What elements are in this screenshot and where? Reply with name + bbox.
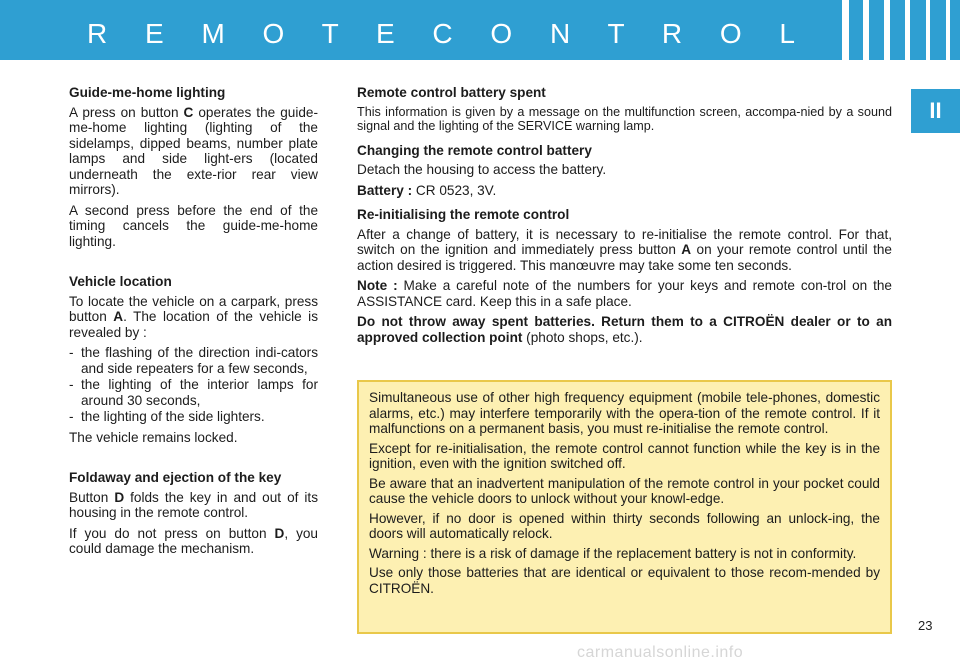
caution-box — [357, 380, 892, 634]
battery-value: CR 0523, 3V. — [415, 182, 497, 198]
caution-paragraph: Except for re-initialisation, the remote control cannot function while the key is in the ignition, even with the ignition switched off. — [369, 440, 880, 471]
caution-paragraph: However, if no door is opened within thirty seconds following an unlock-ing, the doors will automatically relock. — [369, 510, 880, 541]
location-heading: Vehicle location — [69, 274, 172, 289]
foldaway-text: If you do not press on button — [69, 525, 275, 541]
chapter-tab[interactable]: II — [911, 89, 960, 133]
disposal-warning — [357, 314, 892, 345]
button-d-label: D — [274, 525, 285, 541]
page-title: R E M O T E C O N T R O L — [86, 18, 810, 49]
location-text: . The location of the vehicle is revealed by : — [69, 309, 318, 340]
header-stripe — [946, 0, 950, 60]
guide-heading: Guide-me-home lighting — [69, 85, 226, 100]
list-item: - the lighting of the side lighters. — [69, 409, 318, 425]
battery-type — [357, 183, 892, 199]
note-paragraph — [357, 278, 892, 309]
changing-paragraph: Detach the housing to access the battery. — [357, 162, 607, 177]
caution-paragraph: Warning : there is a risk of damage if the replacement battery is not in conformity. — [369, 545, 857, 561]
watermark[interactable]: carmanualsonline.info — [577, 644, 744, 661]
list-item: - the lighting of the interior lamps for around 30 seconds, — [69, 377, 318, 408]
caution-paragraph: Be aware that an inadvertent manipulation of the remote control in your pocket could cause the vehicle doors to unlock without your knowl-edge. — [369, 475, 880, 506]
header-stripe — [884, 0, 890, 60]
button-a-label: A — [113, 309, 124, 324]
disposal-warning-tail: (photo shops, etc.). — [522, 329, 643, 345]
foldaway-heading: Foldaway and ejection of the key — [69, 470, 282, 485]
caution-paragraph: Use only those batteries that are identical or equivalent to those recom-mended by CITROËN. — [369, 565, 880, 596]
reinit-text: After a change of battery, it is necessary to re-initialise the remote control. For that, switch on the ignition and immediately press button — [357, 226, 892, 257]
battery-spent-paragraph: This information is given by a message on the multifunction screen, accompa-nied by a sound signal and the lighting of the SERVICE warning lamp. — [357, 104, 892, 133]
guide-text: operates the guide-me-home lighting (lighting of the sidelamps, dipped beams, number plate lamps and side light-ers (located underneath the exte-rior rear view mirrors). — [69, 104, 318, 197]
caution-paragraph: Simultaneous use of other high frequency equipment (mobile tele-phones, domestic alarms, etc.) may interfere temporarily with the opera-tion of the remote control. If it malfunctions on a permanent basis, you must re-initialise the remote control. — [369, 390, 880, 436]
header-band — [0, 0, 960, 60]
foldaway-text: folds the key in and out of its housing in the remote control. — [69, 489, 319, 520]
foldaway-warning-paragraph — [69, 526, 318, 557]
foldaway-text: , you could damage the mechanism. — [69, 525, 318, 556]
button-d-label: D — [114, 489, 125, 505]
location-paragraph — [69, 294, 318, 341]
button-c-label: C — [183, 104, 194, 120]
right-column — [357, 85, 892, 350]
guide-paragraph — [69, 105, 318, 198]
reinit-text: on your remote control until the action desired is triggered. This manœuvre may take some ten seconds. — [357, 242, 892, 273]
foldaway-text: Button — [69, 489, 115, 505]
page-number: 23 — [918, 618, 933, 633]
reinit-paragraph — [357, 227, 892, 274]
header-stripe — [863, 0, 869, 60]
location-text: To locate the vehicle on a carpark, press button — [69, 293, 318, 324]
disposal-warning-bold: Do not throw away spent batteries. Return them to a CITROËN dealer or to an approved collection point — [357, 314, 892, 345]
note-text: Make a careful note of the numbers for your keys and remote con-trol on the ASSISTANCE card. Keep this in a safe place. — [357, 278, 892, 309]
foldaway-paragraph — [69, 490, 318, 521]
changing-heading: Changing the remote control battery — [357, 142, 592, 158]
header-stripe — [842, 0, 849, 60]
reinit-heading: Re-initialising the remote control — [357, 207, 570, 222]
battery-spent-heading: Remote control battery spent — [357, 85, 546, 100]
list-item: - the flashing of the direction indi-cators and side repeaters for a few seconds, — [69, 345, 318, 376]
note-label: Note : — [357, 278, 404, 293]
location-list — [69, 345, 318, 425]
left-column — [69, 85, 318, 562]
location-locked-text: The vehicle remains locked. — [69, 429, 238, 445]
guide-text: A press on button — [69, 104, 184, 120]
guide-cancel-paragraph: A second press before the end of the timing cancels the guide-me-home lighting. — [69, 202, 318, 249]
header-stripe — [905, 0, 910, 60]
button-a-label: A — [681, 242, 692, 257]
battery-label: Battery : — [357, 182, 416, 198]
header-stripe — [926, 0, 930, 60]
